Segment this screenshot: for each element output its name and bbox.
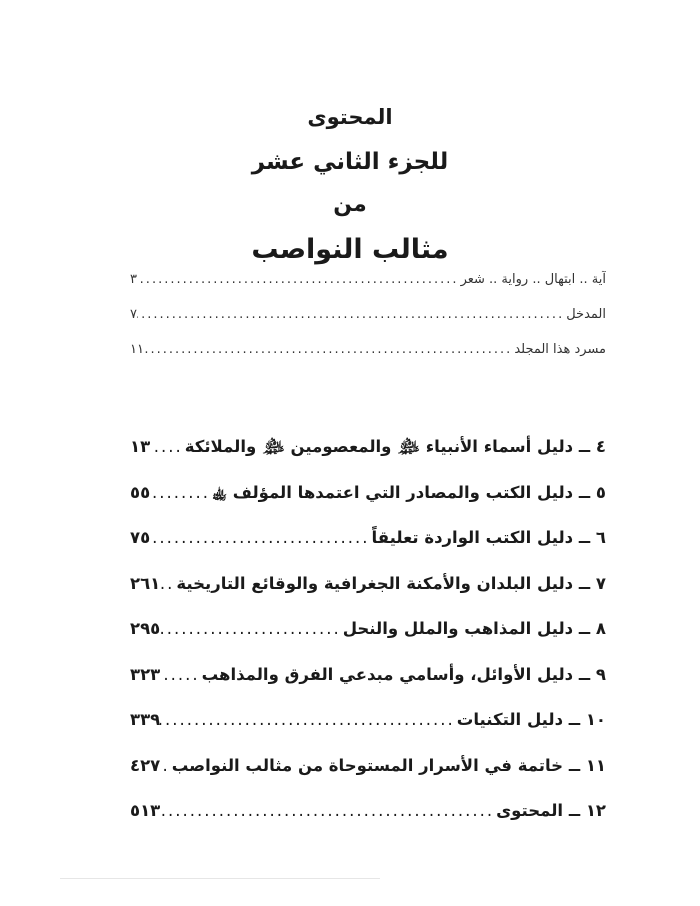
entry-label: ٤ ــ دليل أسماء الأنبياء ﵈ والمعصومين ﵈ والملائكة	[184, 437, 606, 456]
toc-entry[interactable]	[130, 424, 606, 470]
toc-entry[interactable]	[130, 297, 606, 332]
entry-label: ٨ ــ دليل المذاهب والملل والنحل	[342, 619, 606, 638]
dot-leader	[150, 515, 371, 561]
entry-page: ٥١٣	[130, 801, 161, 820]
entry-label: ١٢ ــ المحتوى	[496, 801, 606, 820]
page-title: المحتوى	[307, 105, 393, 129]
toc-entry[interactable]	[130, 606, 606, 652]
toc-entry[interactable]	[130, 515, 606, 561]
entry-page: ٤٢٧	[130, 755, 161, 775]
entry-page: ٣٣٩	[130, 710, 161, 729]
toc-header	[0, 95, 700, 275]
book-title: مثالب النواصب	[251, 234, 449, 265]
entry-label: مسرد هذا المجلد	[514, 342, 606, 357]
entry-page: ٣	[130, 272, 137, 287]
entry-page: ٢٩٥	[130, 619, 161, 638]
page-bottom-rule	[60, 878, 380, 879]
entry-label: ١٠ ــ دليل التكنيات	[456, 710, 606, 729]
entry-label: ٧ ــ دليل البلدان والأمكنة الجغرافية والوقائع التاريخية	[176, 573, 606, 593]
index-entries	[130, 424, 606, 834]
dot-leader	[160, 788, 496, 834]
entry-label: المدخل	[566, 307, 606, 322]
dot-leader	[137, 297, 566, 332]
toc-entry[interactable]	[130, 697, 606, 743]
connector-text: من	[333, 192, 367, 217]
entry-page: ١٣	[130, 437, 151, 456]
entry-page: ٣٢٣	[130, 664, 161, 684]
entry-page: ١١	[130, 342, 144, 357]
dot-leader	[150, 470, 212, 516]
dot-leader	[160, 561, 176, 607]
entry-label: ٩ ــ دليل الأوائل، وأسامي مبدعي الفرق والمذاهب	[201, 664, 606, 684]
toc-entry[interactable]	[130, 743, 606, 789]
entry-page: ٧٥	[130, 528, 151, 547]
dot-leader	[150, 424, 185, 470]
dot-leader	[160, 743, 171, 789]
dot-leader	[160, 697, 457, 743]
toc-entry[interactable]	[130, 788, 606, 834]
toc-entry[interactable]	[130, 470, 606, 516]
entry-page: ٥٥	[130, 482, 151, 502]
volume-subtitle: للجزء الثاني عشر	[251, 149, 449, 175]
toc-entry[interactable]	[130, 332, 606, 367]
toc-entry[interactable]	[130, 652, 606, 698]
entry-label: ٥ ــ دليل الكتب والمصادر التي اعتمدها المؤلف ﵀	[211, 482, 606, 502]
toc-entry[interactable]	[130, 561, 606, 607]
toc-entry[interactable]	[130, 262, 606, 297]
dot-leader	[160, 652, 201, 698]
entry-page: ٧	[130, 307, 137, 322]
entry-label: آية .. ابتهال .. رواية .. شعر	[460, 272, 606, 287]
entry-page: ٢٦١	[130, 573, 161, 593]
dot-leader	[160, 606, 342, 652]
intro-entries	[130, 262, 606, 367]
entry-label: ١١ ــ خاتمة في الأسرار المستوحاة من مثالب النواصب	[171, 755, 606, 775]
dot-leader	[137, 262, 461, 297]
dot-leader	[144, 332, 514, 367]
entry-label: ٦ ــ دليل الكتب الواردة تعليقاً	[371, 528, 606, 547]
